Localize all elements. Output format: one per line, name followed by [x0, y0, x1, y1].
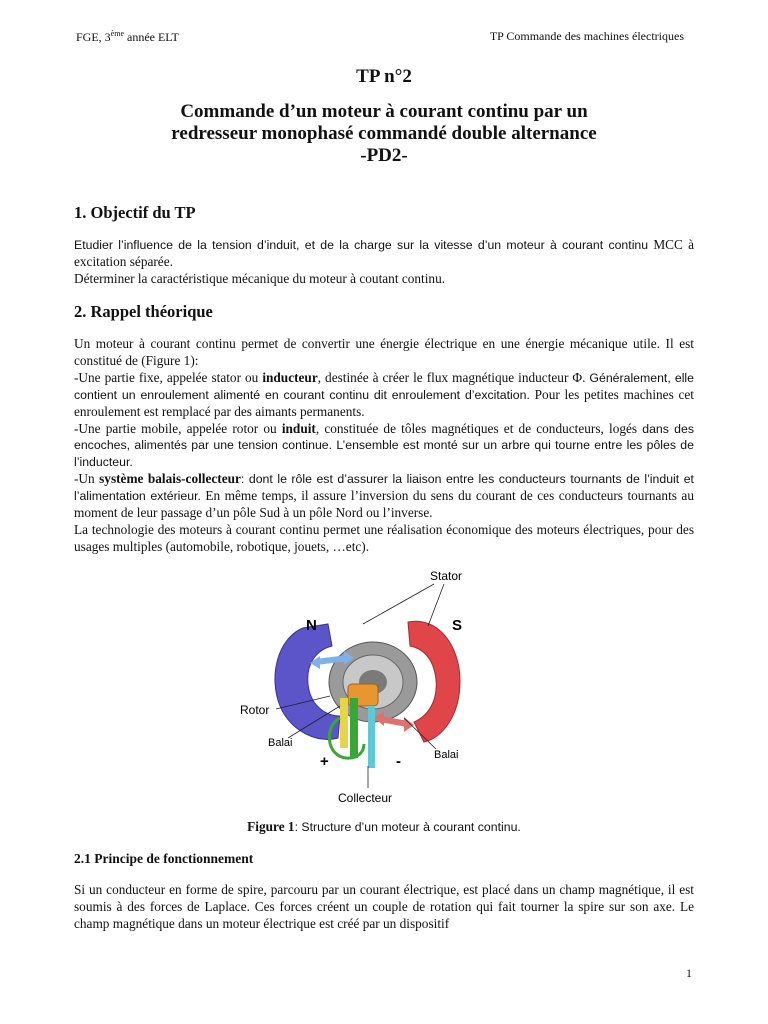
- subsection-2-1-heading: 2.1 Principe de fonctionnement: [74, 851, 254, 866]
- label-minus: -: [396, 753, 401, 770]
- label-balai-right: Balai: [434, 749, 459, 761]
- section-2-body: [74, 336, 694, 556]
- techno-paragraph: La technologie des moteurs à courant continu permet une réalisation économique des moteurs électriques, pour des usages multiples (automobile, robotique, jouets, …etc).: [74, 521, 694, 554]
- yellow-wire: [340, 698, 348, 748]
- section-2-heading: 2. Rappel théorique: [74, 302, 213, 321]
- label-balai-left: Balai: [268, 737, 293, 749]
- figure-caption: Figure 1: Structure d’un moteur à courant continu.: [247, 819, 521, 834]
- doc-title-line3: -PD2-: [360, 145, 408, 166]
- label-s: S: [452, 617, 463, 634]
- balais-paragraph: -Un système balais-collecteur: dont le rôle est d’assurer la liaison entre les conducteurs tournants de l’induit et l’alimentation extérieur. En même temps, il assure l’inversion du sens du courant de ces conducteurs tournants au moment de leur passage d’un pôle Sud à un pôle Nord ou l’inverse.: [74, 471, 694, 521]
- label-rotor: Rotor: [240, 703, 270, 717]
- label-n: N: [306, 617, 317, 634]
- page-number: 1: [686, 966, 692, 980]
- header-right: TP Commande des machines électriques: [489, 29, 684, 43]
- section-1-body: Etudier l’influence de la tension d’induit, et de la charge sur la vitesse d’un moteur à courant continu MCC à excitation séparée. Déterminer la caractéristique mécanique du moteur à coutant continu.: [74, 237, 694, 286]
- title-block: [74, 66, 694, 167]
- subsection-2-1-body: Si un conducteur en forme de spire, parcouru par un courant électrique, est placé dans un champ magnétique, il est soumis à des forces de Laplace. Ces forces créent un couple de rotation qui fait tourner la spire sur son axe. Le champ magnétique dans un moteur électrique est créé par un dispositif: [74, 882, 694, 931]
- label-plus: +: [320, 753, 329, 770]
- rotor-paragraph: -Une partie mobile, appelée rotor ou induit, constituée de tôles magnétiques et de conducteurs, logés dans des encoches, alimentés par une tension continue. L’ensemble est monté sur un arbre qui tourne entre les pôles de l’inducteur.: [74, 420, 694, 470]
- label-stator: Stator: [430, 569, 463, 583]
- green-wire: [350, 698, 358, 758]
- doc-title-line1: Commande d’un moteur à courant continu par un: [180, 101, 588, 122]
- cyan-wire: [368, 706, 375, 768]
- stator-paragraph: -Une partie fixe, appelée stator ou inducteur, destinée à créer le flux magnétique inducteur Φ. Généralement, elle contient un enroulement alimenté en courant continu dit enroulement d’excitation. Pour les petites machines cet enroulement est remplacé par des aimants permanents.: [74, 369, 695, 419]
- intro-paragraph: Un moteur à courant continu permet de convertir une énergie électrique en une énergie mécanique utile. Il est constitué de (Figure 1):: [74, 336, 694, 368]
- label-collecteur: Collecteur: [338, 791, 393, 805]
- motor-structure-figure: [228, 566, 528, 806]
- header-left: FGE, 3ème année ELT: [76, 29, 179, 44]
- doc-title-line2: redresseur monophasé commandé double alternance: [171, 123, 597, 144]
- section-1-heading: 1. Objectif du TP: [74, 203, 196, 222]
- tp-number: TP n°2: [356, 66, 412, 87]
